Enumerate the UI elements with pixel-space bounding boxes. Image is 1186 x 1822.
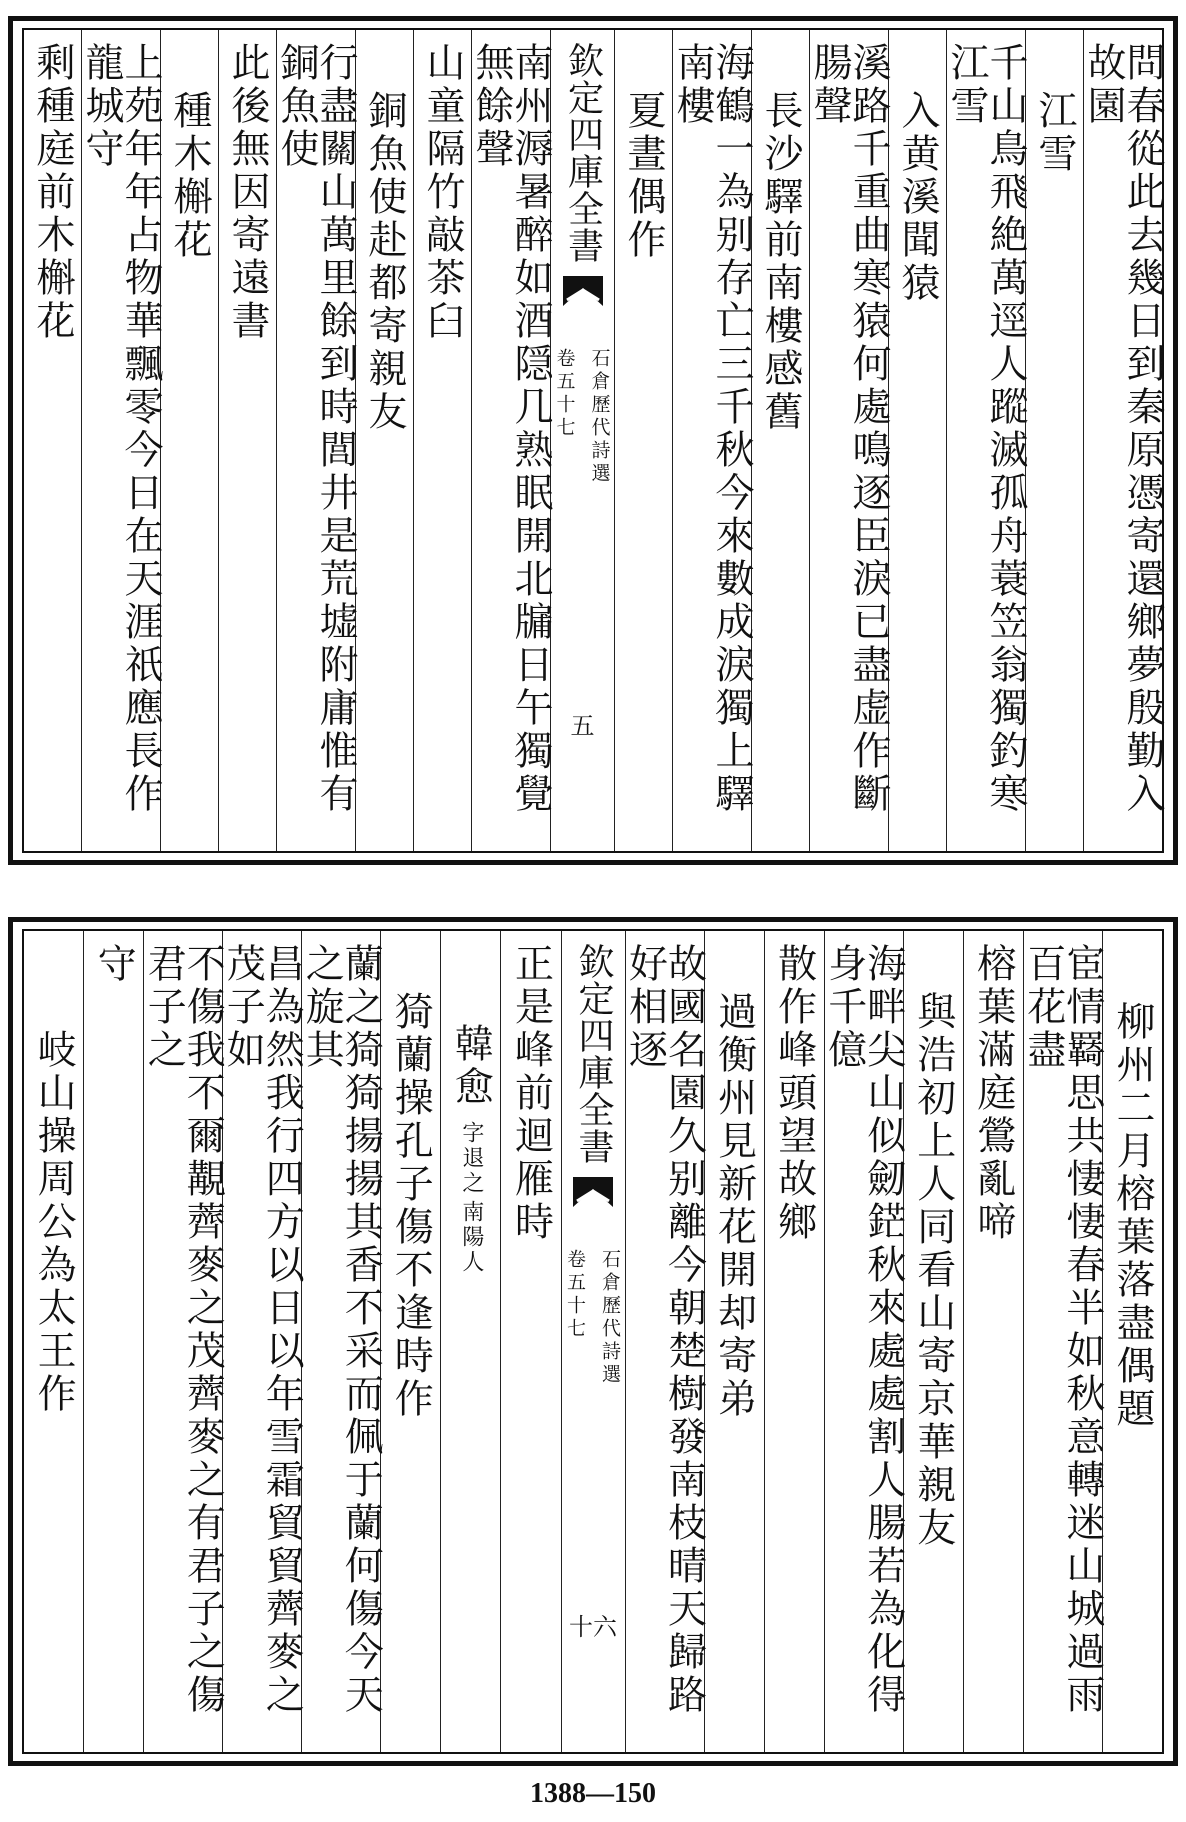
volume-info [562,1249,624,1387]
poem-title-column: 種木槲花 [160,30,218,851]
text-column: 溪路千重曲寒猿何處鳴逐臣淚已盡虚作斷腸聲 [809,30,888,851]
text-column: 剩種庭前木槲花 [30,42,75,343]
text-column: 故國名園久别離今朝楚樹發南枝晴天歸路好相逐 [625,931,704,1752]
author-name: 韓愈 [448,1023,494,1109]
centre-fold [550,30,614,851]
text-column: 不傷我不爾覯薺麥之茂薺麥之有君子之傷君子之 [143,931,222,1752]
text-column: 守 [83,931,143,1752]
text-column: 海鶴一為别存亡三千秋今來數成淚獨上驛南樓 [672,30,751,851]
top-page [8,16,1178,865]
text-column: 問春從此去幾日到秦原憑寄還鄉夢殷勤入故園 [1083,30,1162,851]
bottom-page-frame [22,929,1164,1754]
poem-title-column: 銅魚使赴都寄親友 [355,30,413,851]
folio-number: 五 [570,712,595,740]
author-column [440,931,500,1752]
text-column: 昌為然我行四方以日以年雪霜貿貿薺麥之茂子如 [222,931,301,1752]
fishtail-mark-icon [561,274,605,308]
text-column: 上苑年年占物華飄零今日在天涯祇應長作龍城守 [81,30,160,851]
collection-name: 石倉歷代詩選 [599,1249,622,1387]
bottom-page [8,917,1178,1766]
text-column: 山童隔竹敲茶臼 [413,30,471,851]
top-page-frame [22,28,1164,853]
text-column: 此後無因寄遠書 [218,30,276,851]
author-origin: 南陽人 [458,1200,484,1275]
text-column: 行盡關山萬里餘到時閭井是荒墟附庸惟有銅魚使 [276,30,355,851]
folio-number: 十六 [569,1613,618,1641]
author-note [460,1109,482,1275]
poem-title-column: 過衡州見新花開却寄弟 [704,931,764,1752]
collection-name: 石倉歷代詩選 [588,348,611,486]
text-column: 千山鳥飛絶萬逕人蹤滅孤舟蓑笠翁獨釣寒江雪 [946,30,1025,851]
poem-title-column: 與浩初上人同看山寄京華親友 [903,931,963,1752]
poem-title-column: 猗蘭操孔子傷不逢時作 [380,931,440,1752]
book-title: 欽定四庫全書 [562,42,604,264]
fishtail-mark-icon [571,1175,615,1209]
poem-title-column: 岐山操周公為太王作 [31,1029,77,1416]
text-column: 正是峰前迴雁時 [500,931,560,1752]
text-column: 榕葉滿庭鶯亂啼 [963,931,1023,1752]
poem-title-column: 長沙驛前南樓感舊 [751,30,809,851]
poem-title-column: 夏晝偶作 [614,30,672,851]
text-column: 蘭之猗猗揚揚其香不采而佩于蘭何傷今天之旋其 [301,931,380,1752]
text-column: 南州溽暑醉如酒隠几熟眠開北牖日午獨覺無餘聲 [471,30,550,851]
page-number: 1388—150 [530,1778,656,1809]
volume-number: 卷五十七 [553,348,576,440]
poem-title-column: 入黄溪聞猿 [888,30,946,851]
poem-title-column: 江雪 [1025,30,1083,851]
text-column: 散作峰頭望故鄉 [764,931,824,1752]
book-title: 欽定四庫全書 [573,943,615,1165]
volume-number: 卷五十七 [564,1249,587,1341]
author-courtesy-name: 字退之 [458,1121,484,1196]
text-column: 宦情羇思共悽悽春半如秋意轉迷山城過雨百花盡 [1023,931,1102,1752]
volume-info [552,348,614,486]
poem-title-column: 柳州二月榕葉落盡偶題 [1102,931,1162,1752]
text-column: 海畔尖山似劒鋩秋來處處割人腸若為化得身千億 [824,931,903,1752]
centre-fold [561,931,625,1752]
